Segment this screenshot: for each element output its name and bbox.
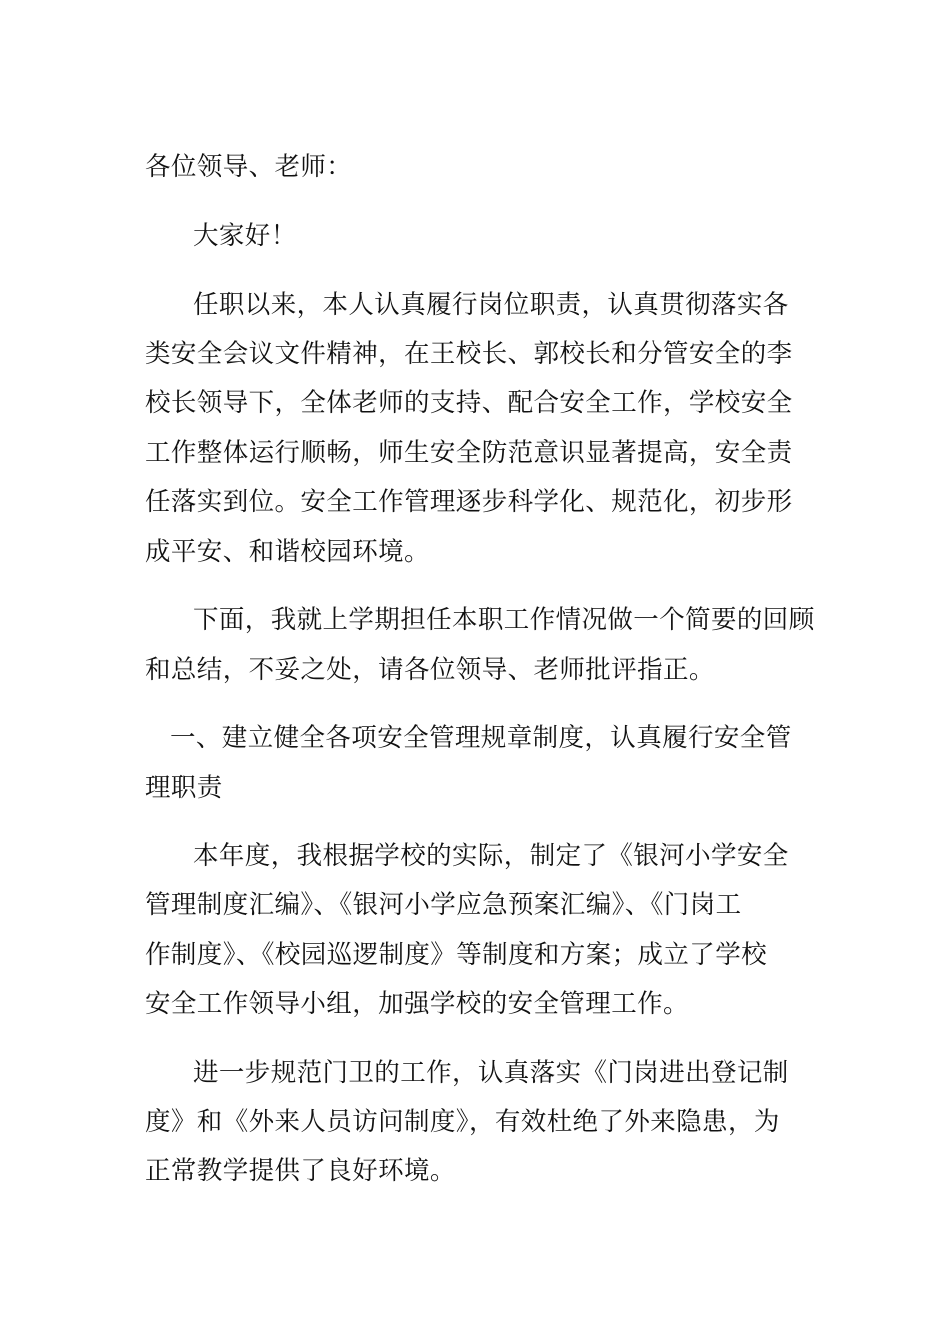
paragraph-1-line-3: 校长领导下，全体老师的支持、配合安全工作，学校安全 (145, 388, 793, 418)
paragraph-2-line-2: 和总结，不妥之处，请各位领导、老师批评指正。 (145, 655, 715, 685)
greeting: 大家好！ (193, 221, 297, 251)
paragraph-4-line-2: 度》和《外来人员访问制度》，有效杜绝了外来隐患，为 (145, 1107, 780, 1137)
paragraph-3-line-1: 本年度，我根据学校的实际，制定了《银河小学安全 (193, 841, 789, 871)
paragraph-1-line-1: 任职以来，本人认真履行岗位职责，认真贯彻落实各 (193, 290, 789, 320)
section-heading-1-line-2: 理职责 (145, 773, 223, 803)
paragraph-1-line-5: 任落实到位。安全工作管理逐步科学化、规范化，初步形 (145, 487, 793, 517)
paragraph-1-line-2: 类安全会议文件精神，在王校长、郭校长和分管安全的李 (145, 339, 793, 369)
paragraph-1-line-6: 成平安、和谐校园环境。 (145, 537, 430, 567)
paragraph-4-line-1: 进一步规范门卫的工作，认真落实《门岗进出登记制 (193, 1058, 789, 1088)
section-heading-1-line-1: 一、建立健全各项安全管理规章制度，认真履行安全管 (170, 723, 792, 753)
paragraph-3-line-4: 安全工作领导小组，加强学校的安全管理工作。 (145, 989, 689, 1019)
paragraph-3-line-3: 作制度》、《校园巡逻制度》等制度和方案；成立了学校 (145, 940, 768, 970)
paragraph-3-line-2: 管理制度汇编》、《银河小学应急预案汇编》、《门岗工 (145, 890, 742, 920)
paragraph-2-line-1: 下面，我就上学期担任本职工作情况做一个简要的回顾 (193, 605, 815, 635)
paragraph-4-line-3: 正常教学提供了良好环境。 (145, 1156, 456, 1186)
salutation: 各位领导、老师： (145, 152, 353, 182)
paragraph-1-line-4: 工作整体运行顺畅，师生安全防范意识显著提高，安全责 (145, 438, 793, 468)
